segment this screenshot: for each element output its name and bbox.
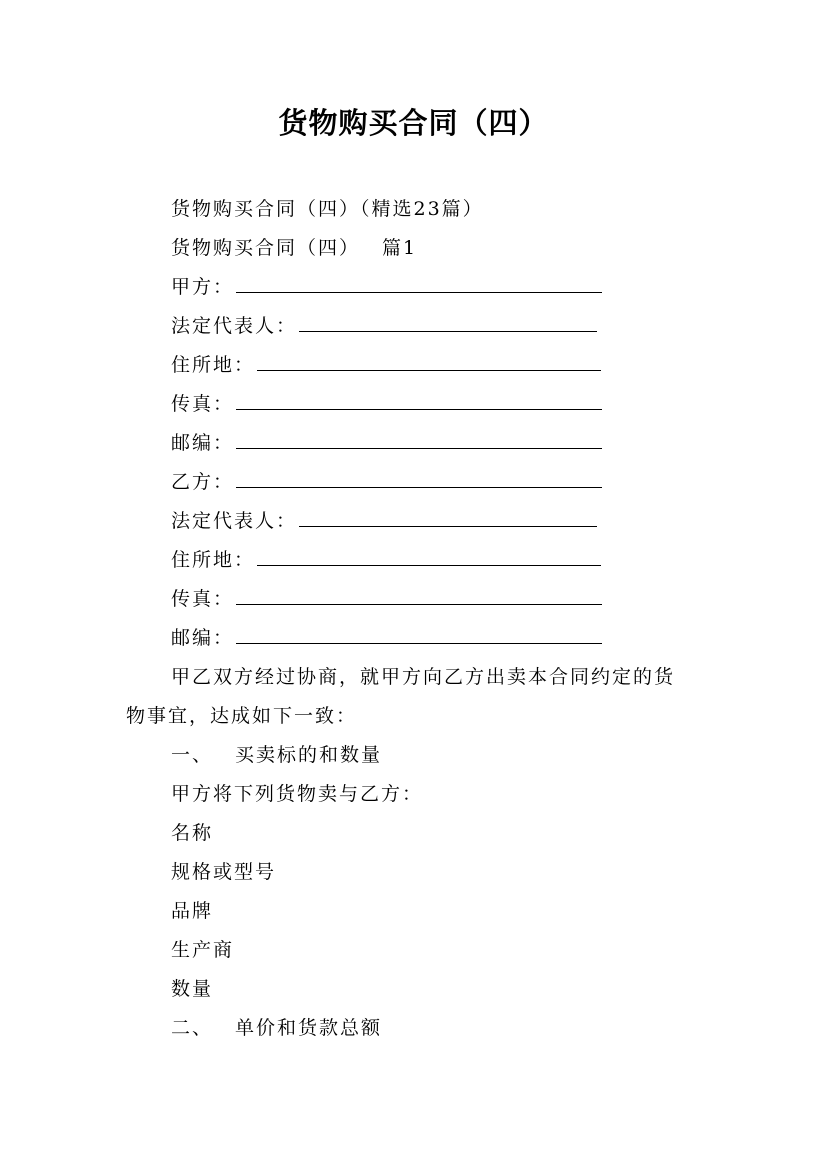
goods-item: 生产商 [171,939,235,961]
fill-in-blank [236,426,602,449]
field-label: 传真： [171,393,235,415]
chapter-heading-line [126,229,706,268]
section-1-title: 买卖标的和数量 [235,744,383,766]
fill-in-blank [236,270,602,293]
field-label: 法定代表人： [171,315,298,337]
section-1-heading [126,736,706,775]
party-b-representative-field [126,502,706,541]
chapter-number: 篇1 [382,237,418,259]
goods-item: 数量 [171,978,214,1000]
section-1-number: 一、 [171,744,214,766]
fill-in-blank [236,621,602,644]
document-title: 货物购买合同（四） [278,106,549,140]
field-label: 住所地： [171,549,256,571]
intro-paragraph-line-1: 甲乙双方经过协商，就甲方向乙方出卖本合同约定的货 [171,666,676,688]
party-a-address-field [126,346,706,385]
fill-in-blank [257,543,601,566]
fill-in-blank [299,504,597,527]
fill-in-blank [299,309,597,332]
document-body [126,190,706,1048]
subtitle-line: 货物购买合同（四）（精选23篇） [171,198,484,220]
party-a-name-field [126,268,706,307]
goods-item: 品牌 [171,900,214,922]
section-2-heading [126,1009,706,1048]
party-b-address-field [126,541,706,580]
party-a-fax-field [126,385,706,424]
field-label: 传真： [171,588,235,610]
goods-item: 名称 [171,822,214,844]
party-a-postcode-field [126,424,706,463]
field-label: 乙方： [171,471,235,493]
section-2-number: 二、 [171,1017,214,1039]
field-label: 邮编： [171,627,235,649]
section-2-title: 单价和货款总额 [235,1017,383,1039]
field-label: 邮编： [171,432,235,454]
goods-item: 规格或型号 [171,861,277,883]
party-b-postcode-field [126,619,706,658]
field-label: 住所地： [171,354,256,376]
intro-paragraph-line-2: 物事宜，达成如下一致： [126,705,358,727]
fill-in-blank [257,348,601,371]
party-a-representative-field [126,307,706,346]
field-label: 法定代表人： [171,510,298,532]
party-b-name-field [126,463,706,502]
fill-in-blank [236,387,602,410]
chapter-heading: 货物购买合同（四） [171,237,361,259]
field-label: 甲方： [171,276,235,298]
party-b-fax-field [126,580,706,619]
section-1-lead: 甲方将下列货物卖与乙方： [171,783,424,805]
fill-in-blank [236,465,602,488]
fill-in-blank [236,582,602,605]
